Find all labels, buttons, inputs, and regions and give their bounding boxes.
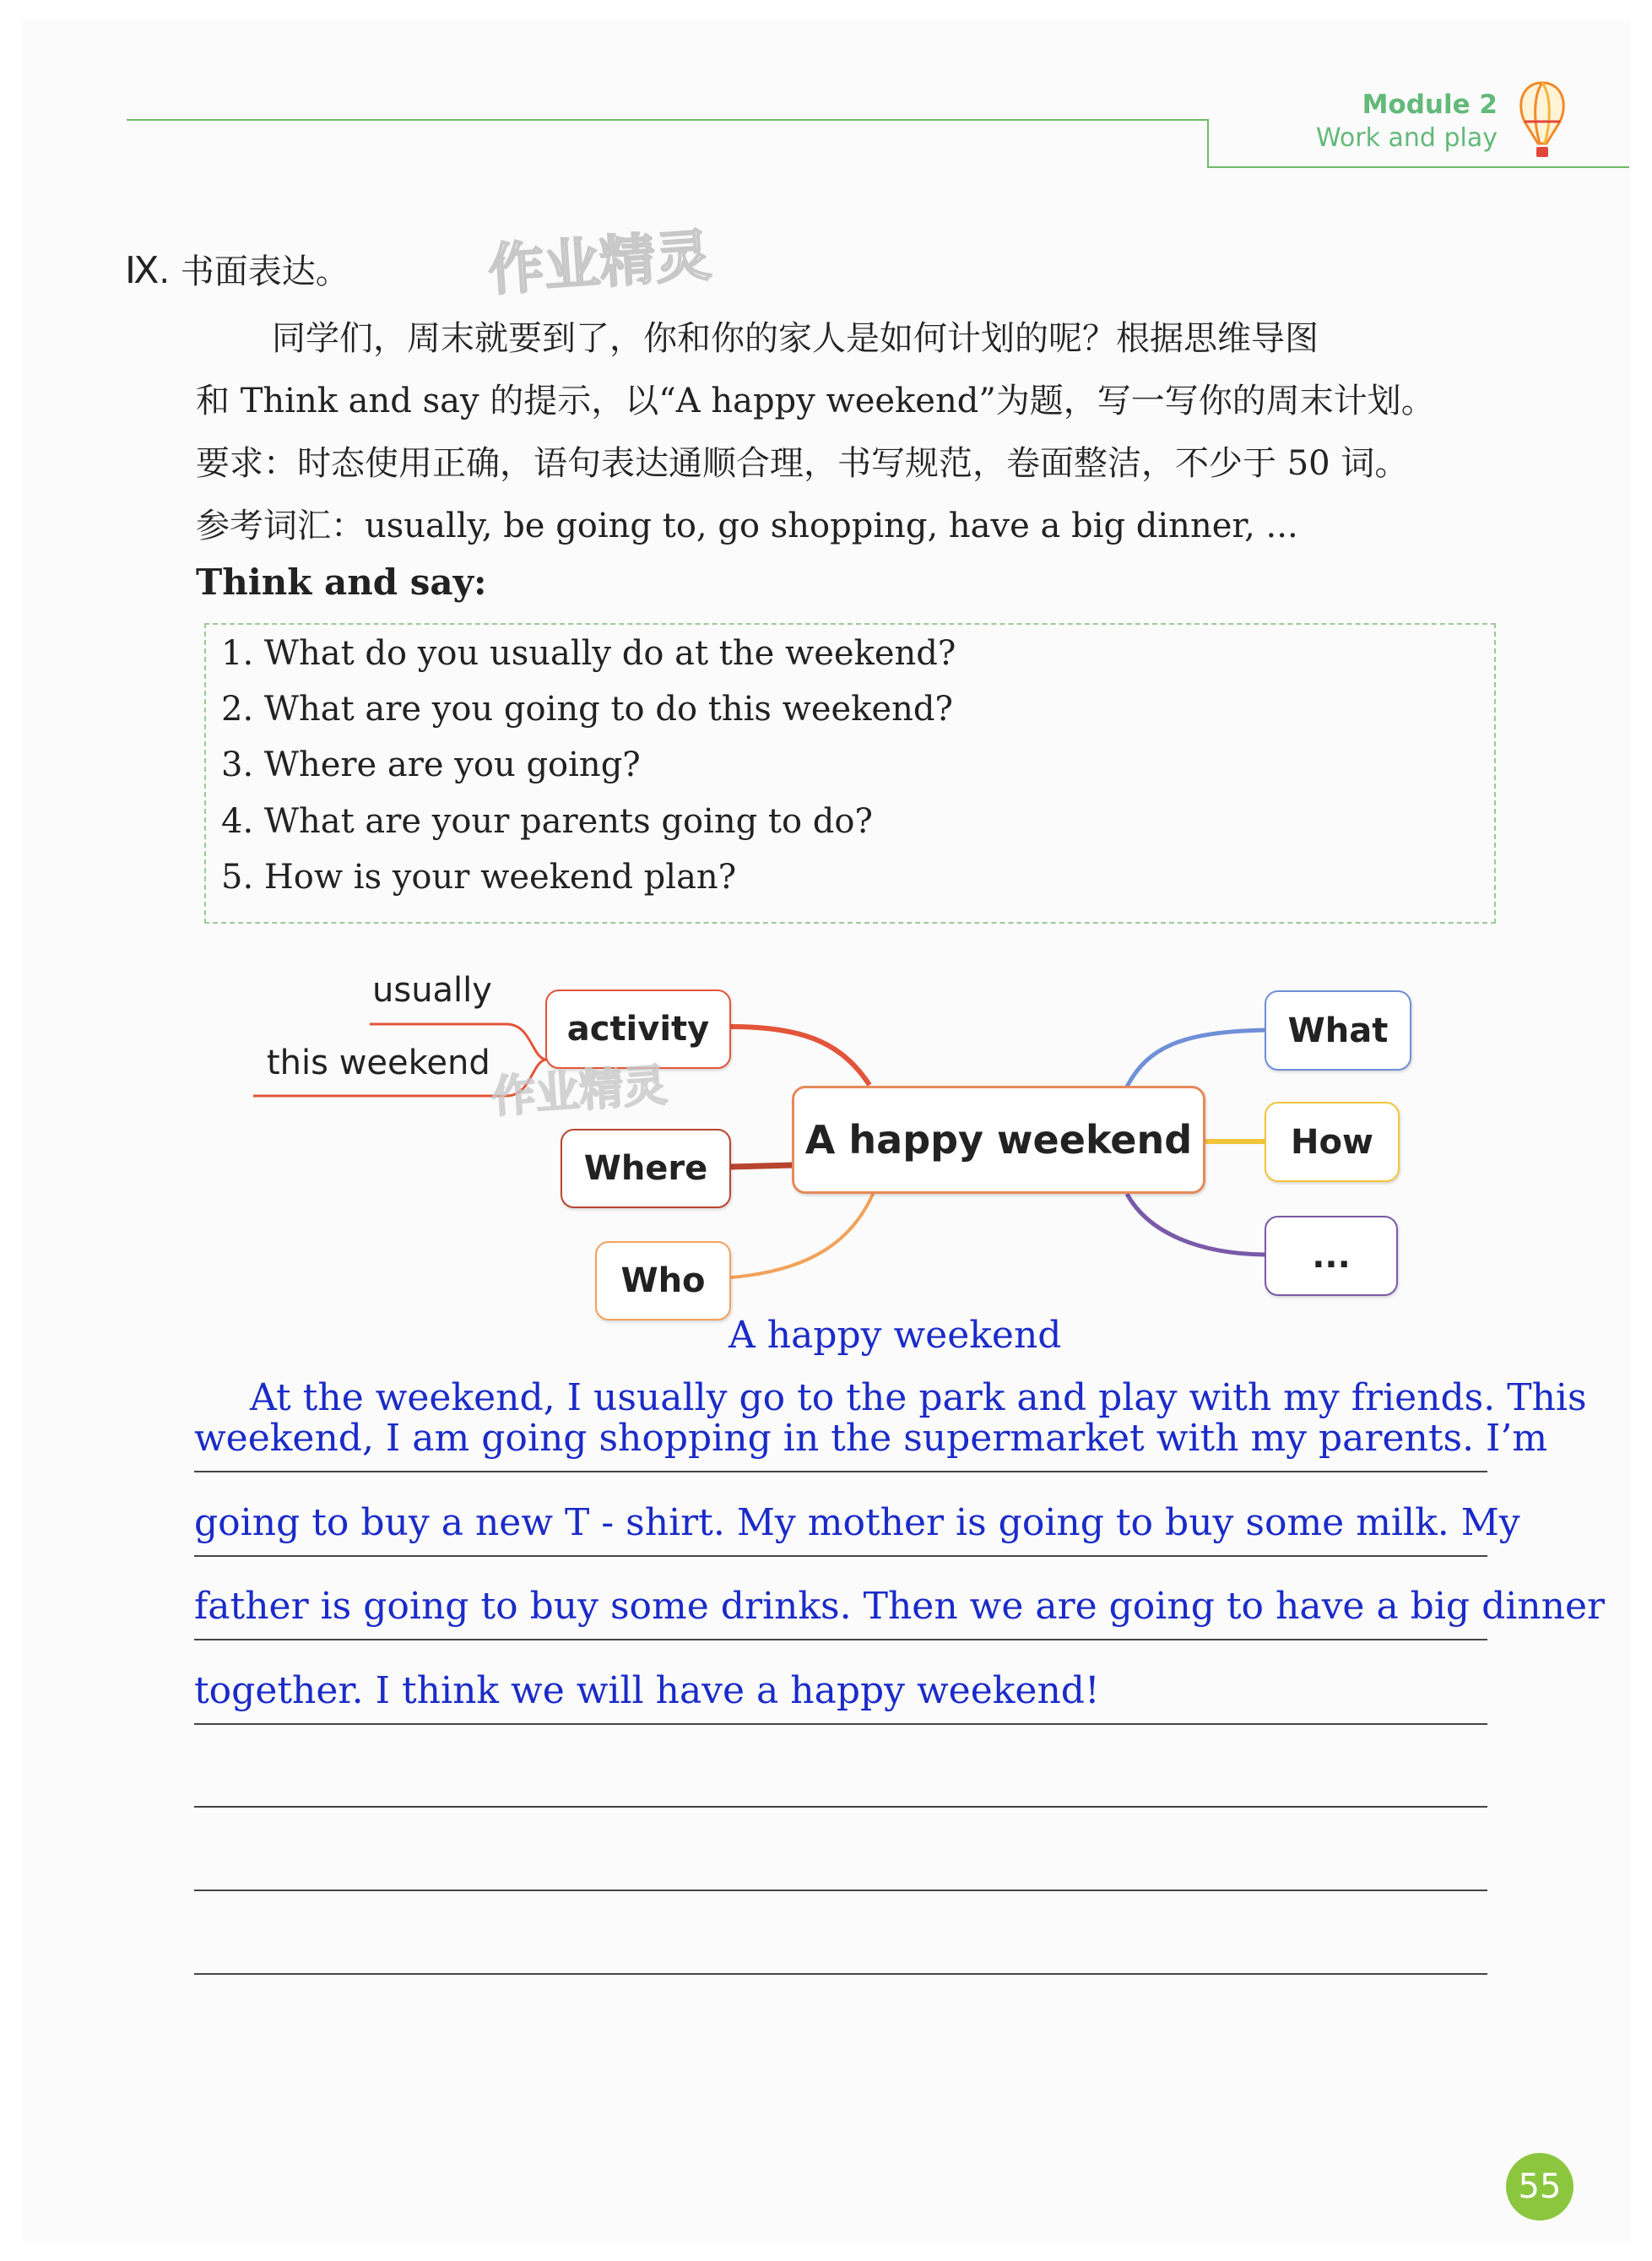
answer-line: together. I think we will have a happy weekend! (194, 1669, 1100, 1712)
writing-rule (194, 1471, 1487, 1472)
writing-rule (194, 1555, 1487, 1557)
branch-this-weekend: this weekend (267, 1044, 490, 1082)
question-item: 5. How is your weekend plan? (221, 858, 737, 897)
question-item: 3. Where are you going? (221, 746, 641, 784)
writing-rule (194, 1973, 1487, 1975)
node-activity: activity (545, 990, 731, 1069)
answer-line: father is going to buy some drinks. Then we are going to have a big dinner (194, 1585, 1606, 1628)
instruction-line: 要求：时态使用正确，语句表达通顺合理，书写规范，卷面整洁，不少于 50 词。 (196, 444, 1409, 483)
answer-line: going to buy a new T - shirt. My mother is going to buy some milk. My (194, 1501, 1520, 1544)
module-title: Work and play (1316, 123, 1498, 153)
module-number: Module 2 (1362, 89, 1498, 120)
branch-usually: usually (372, 971, 492, 1010)
question-item: 2. What are you going to do this weekend? (221, 690, 953, 729)
answer-title: A happy weekend (729, 1314, 1062, 1357)
node-who: Who (595, 1241, 731, 1320)
node-how: How (1265, 1102, 1400, 1182)
node-what: What (1265, 990, 1411, 1071)
think-and-say-label: Think and say: (196, 561, 487, 603)
node-more: ... (1265, 1216, 1398, 1296)
writing-rule (194, 1806, 1487, 1808)
section-number: Ⅸ (125, 249, 160, 292)
question-item: 4. What are your parents going to do? (221, 802, 873, 841)
writing-rule (194, 1639, 1487, 1640)
instruction-line: 参考词汇：usually, be going to, go shopping, have a big dinner, ... (196, 507, 1298, 545)
instruction-line: 和 Think and say 的提示，以“A happy weekend”为题，写一写你的周末计划。 (196, 382, 1435, 420)
instruction-line: 同学们，周末就要到了，你和你的家人是如何计划的呢？根据思维导图 (272, 319, 1319, 358)
node-where: Where (561, 1129, 731, 1208)
watermark-logo: 作业精灵 (486, 222, 713, 304)
writing-rule (194, 1723, 1487, 1725)
question-item: 1. What do you usually do at the weekend? (221, 634, 956, 673)
page-number: 55 (1506, 2153, 1573, 2220)
node-center: A happy weekend (792, 1086, 1205, 1194)
answer-line: At the weekend, I usually go to the park and play with my friends. This (250, 1376, 1587, 1419)
section-title-text: . 书面表达。 (159, 252, 349, 291)
answer-line: weekend, I am going shopping in the supermarket with my parents. I’m (194, 1417, 1548, 1460)
watermark-logo-2: 作业精灵 (490, 1060, 669, 1124)
writing-rule (194, 1890, 1487, 1891)
